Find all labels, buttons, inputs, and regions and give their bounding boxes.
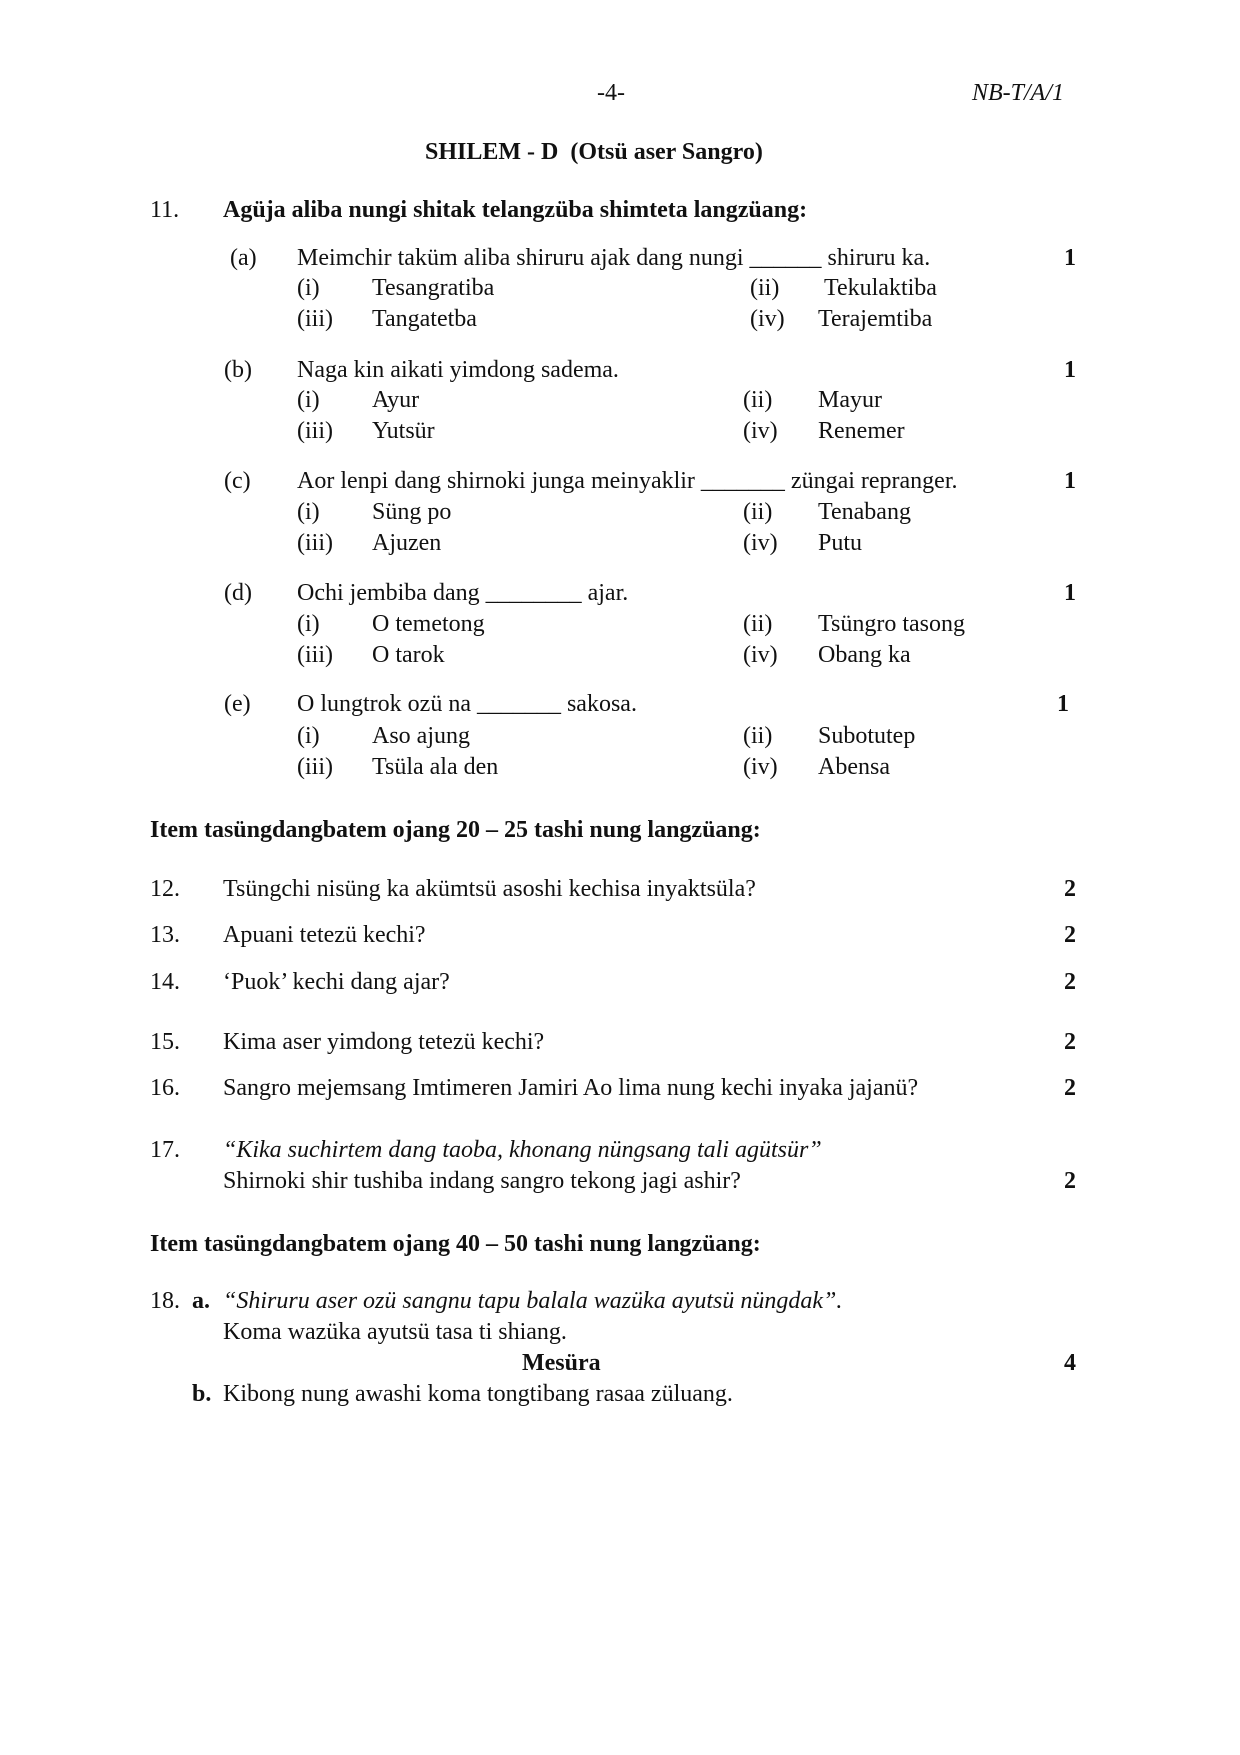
option-text: Tekulaktiba [824, 275, 937, 301]
item-label: (e) [224, 691, 251, 717]
item-marks: 1 [1064, 580, 1076, 606]
option-text: Ayur [372, 387, 420, 413]
item-label: (a) [230, 245, 257, 271]
question-quote: “Kika suchirtem dang taoba, khonang nüngsang tali agütsür” [223, 1137, 822, 1163]
question-text: Apuani tetezü kechi? [223, 922, 426, 948]
question-marks: 2 [1064, 1168, 1076, 1194]
question-marks: 2 [1064, 969, 1076, 995]
section-title: SHILEM - D (Otsü aser Sangro) [425, 139, 763, 165]
question-number: 17. [150, 1137, 180, 1163]
option-label: (i) [297, 275, 320, 301]
option-text: Aso ajung [372, 723, 470, 749]
option-text: Tesangratiba [372, 275, 495, 301]
item-question: Ochi jembiba dang ________ ajar. [297, 580, 629, 606]
option-label: (i) [297, 387, 320, 413]
question-quote: “Shiruru aser ozü sangnu tapu balala wazüka ayutsü nüngdak”. [223, 1288, 843, 1314]
question-marks: 2 [1064, 876, 1076, 902]
option-text: Yutsür [372, 418, 435, 444]
option-text: Abensa [818, 754, 890, 780]
item-label: (b) [224, 357, 252, 383]
item-question: O lungtrok ozü na _______ sakosa. [297, 691, 637, 717]
subquestion-label: a. [192, 1288, 210, 1314]
page-number: -4- [597, 80, 625, 106]
option-label: (iv) [750, 306, 785, 332]
question-number: 15. [150, 1029, 180, 1055]
option-label: (iv) [743, 418, 778, 444]
question-number: 13. [150, 922, 180, 948]
option-label: (ii) [743, 611, 773, 637]
option-label: (ii) [743, 387, 773, 413]
question-text: Sangro mejemsang Imtimeren Jamiri Ao lima nung kechi inyaka jajanü? [223, 1075, 919, 1101]
question-text: Tsüngchi nisüng ka akümtsü asoshi kechisa inyaktsüla? [223, 876, 756, 902]
option-label: (iv) [743, 754, 778, 780]
option-text: Mayur [818, 387, 882, 413]
item-marks: 1 [1064, 245, 1076, 271]
option-label: (iii) [297, 306, 333, 332]
option-label: (i) [297, 499, 320, 525]
question-marks: 2 [1064, 1029, 1076, 1055]
option-label: (i) [297, 611, 320, 637]
item-marks: 1 [1064, 468, 1076, 494]
question-number: 12. [150, 876, 180, 902]
question-number: 16. [150, 1075, 180, 1101]
item-marks: 1 [1064, 357, 1076, 383]
option-text: Obang ka [818, 642, 911, 668]
option-text: Süng po [372, 499, 452, 525]
option-label: (iv) [743, 642, 778, 668]
question-text: Kima aser yimdong tetezü kechi? [223, 1029, 545, 1055]
or-separator: Mesüra [522, 1350, 601, 1376]
option-text: Ajuzen [372, 530, 442, 556]
option-text: Tangatetba [372, 306, 477, 332]
question-number: 18. [150, 1288, 180, 1314]
section-instruction: Item tasüngdangbatem ojang 40 – 50 tashi nung langzüang: [150, 1231, 761, 1257]
item-marks: 1 [1057, 691, 1069, 717]
option-label: (iii) [297, 642, 333, 668]
option-label: (i) [297, 723, 320, 749]
item-label: (d) [224, 580, 252, 606]
item-question: Meimchir taküm aliba shiruru ajak dang nungi ______ shiruru ka. [297, 245, 931, 271]
subquestion-label: b. [192, 1381, 212, 1407]
item-question: Naga kin aikati yimdong sadema. [297, 357, 619, 383]
question-instruction: Agüja aliba nungi shitak telangzüba shimteta langzüang: [223, 197, 808, 223]
question-text: Koma wazüka ayutsü tasa ti shiang. [223, 1319, 567, 1345]
option-label: (iii) [297, 754, 333, 780]
option-text: Tsüla ala den [372, 754, 499, 780]
question-marks: 4 [1064, 1350, 1076, 1376]
option-label: (iv) [743, 530, 778, 556]
question-text: ‘Puok’ kechi dang ajar? [223, 969, 450, 995]
option-text: Putu [818, 530, 863, 556]
option-text: Tsüngro tasong [818, 611, 965, 637]
question-number: 14. [150, 969, 180, 995]
item-question: Aor lenpi dang shirnoki junga meinyaklir _______ züngai repranger. [297, 468, 958, 494]
option-label: (iii) [297, 530, 333, 556]
question-text: Kibong nung awashi koma tongtibang rasaa züluang. [223, 1381, 733, 1407]
option-text: Terajemtiba [818, 306, 933, 332]
question-number: 11. [150, 197, 180, 223]
question-marks: 2 [1064, 1075, 1076, 1101]
section-instruction: Item tasüngdangbatem ojang 20 – 25 tashi nung langzüang: [150, 817, 761, 843]
option-text: Tenabang [818, 499, 911, 525]
option-label: (iii) [297, 418, 333, 444]
option-text: O temetong [372, 611, 485, 637]
item-label: (c) [224, 468, 251, 494]
option-label: (ii) [750, 275, 780, 301]
document-code: NB-T/A/1 [972, 80, 1065, 106]
option-label: (ii) [743, 723, 773, 749]
option-text: Subotutep [818, 723, 916, 749]
option-text: O tarok [372, 642, 445, 668]
question-marks: 2 [1064, 922, 1076, 948]
option-text: Renemer [818, 418, 905, 444]
question-text: Shirnoki shir tushiba indang sangro tekong jagi ashir? [223, 1168, 741, 1194]
option-label: (ii) [743, 499, 773, 525]
